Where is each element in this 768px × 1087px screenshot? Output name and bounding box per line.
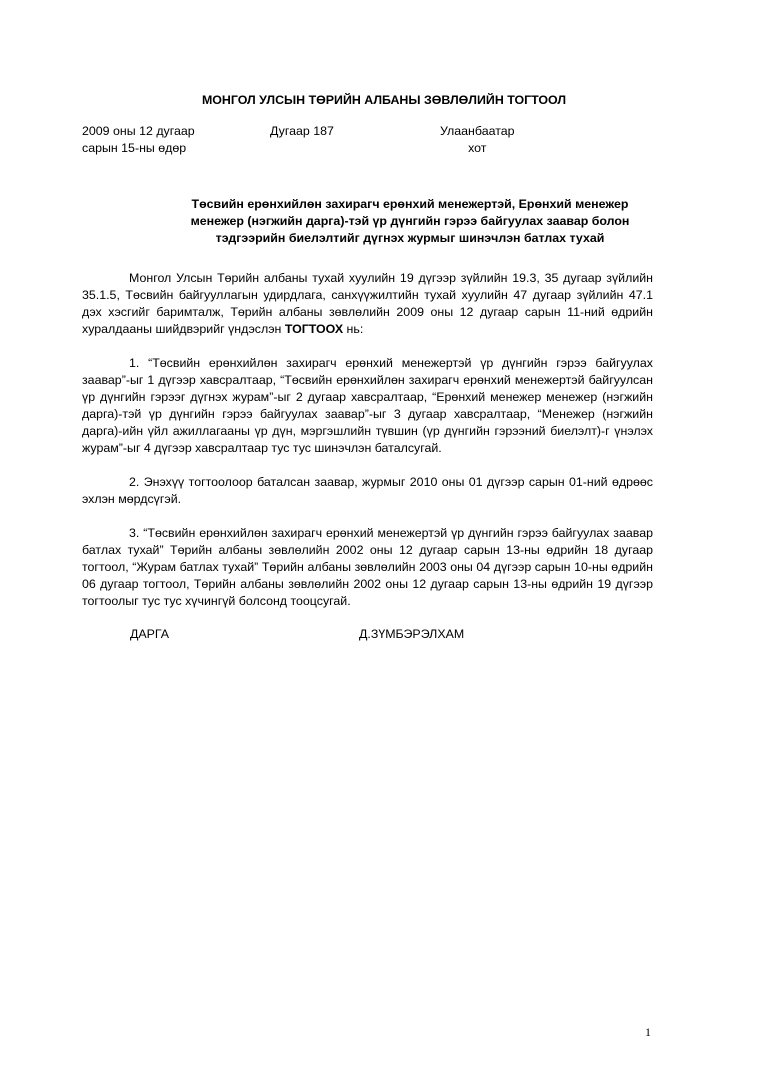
- preamble-text: Монгол Улсын Төрийн албаны тухай хуулийн 19 дүгээр зүйлийн 19.3, 35 дугаар зүйлийн 35.1.5, Төсвийн байгууллагын удирдлага, санхүүжилтийн тухай хуулийн 47 дугаар зүйлийн 47.1 дэх хэсгийг баримталж, Төрийн албаны зөвлөлийн 2009 оны 12 дугаар сарын 11-ний өдрийн хуралдааны шийдвэрийг үндэслэн: [82, 271, 653, 336]
- preamble-bold-word: ТОГТООХ: [284, 322, 344, 336]
- place-line-1: Улаанбаатар: [440, 124, 515, 138]
- signature-name: Д.ЗҮМБЭРЭЛХАМ: [359, 627, 465, 641]
- date-line-2: сарын 15-ны өдөр: [82, 141, 187, 155]
- subject-line-3: тэдгээрийн биелэлтийг дүгнэх журмыг шинэчлэн батлах тухай: [215, 231, 605, 245]
- subject-line-2: менежер (нэгжийн дарга)-тэй үр дүнгийн гэрээ байгуулах заавар болон: [190, 214, 630, 228]
- signature-position: ДАРГА: [130, 627, 170, 641]
- item-paragraph: 1. “Төсвийн ерөнхийлөн захирагч ерөнхий менежертэй үр дүнгийн гэрээ байгуулах заавар”-ыг 1 дүгээр хавсралтаар, “Төсвийн ерөнхийлөн захирагч ерөнхий менежертэй байгуулсан үр дүнгийн гэрээг дүгнэх журам”-ыг 2 дугаар хавсралтаар, “Ерөнхий менежер менежер (нэгжийн дарга)-тэй үр дүнгийн гэрээ байгуулах заавар”-ыг 3 дугаар хавсралтаар, “Менежер (нэгжийн дарга)-ийн үйл ажиллагааны үр дүн, мэргэшлийн түвшин (үр дүнгийн гэрээний биелэлт)-г үнэлэх журам”-ыг 4 дүгээр хавсралтаар тус тус шинэчлэн баталсугай.: [82, 356, 653, 455]
- document-body: [82, 270, 653, 627]
- document-subject: [150, 196, 670, 247]
- document-place: [440, 123, 515, 157]
- place-line-2: хот: [468, 141, 487, 155]
- item-paragraph: 2. Энэхүү тогтоолоор баталсан заавар, журмыг 2010 оны 01 дүгээр сарын 01-ний өдрөөс эхлэн мөрдсүгэй.: [82, 475, 653, 506]
- page-number: 1: [645, 1025, 651, 1039]
- date-line-1: 2009 оны 12 дугаар: [82, 124, 195, 138]
- item-paragraph: 3. “Төсвийн ерөнхийлөн захирагч ерөнхий менежертэй үр дүнгийн гэрээ байгуулах заавар батлах тухай” Төрийн албаны зөвлөлийн 2002 оны 12 дугаар сарын 13-ны өдрийн 18 дугаар тогтоол, “Журам батлах тухай” Төрийн албаны зөвлөлийн 2003 оны 04 дүгээр сарын 10-ны өдрийн 06 дугаар тогтоол, Төрийн албаны зөвлөлийн 2002 оны 12 дугаар сарын 13-ны өдрийн 19 дүгээр тогтоолыг тус тус хүчингүй болсонд тооцсугай.: [82, 526, 653, 608]
- document-date: [82, 123, 195, 157]
- document-number: [270, 123, 334, 140]
- subject-line-1: Төсвийн ерөнхийлөн захирагч ерөнхий менежертэй, Ерөнхий менежер: [191, 197, 629, 211]
- document-title: МОНГОЛ УЛСЫН ТӨРИЙН АЛБАНЫ ЗӨВЛӨЛИЙН ТОГТООЛ: [201, 93, 567, 107]
- preamble-tail: нь:: [343, 322, 364, 336]
- preamble-paragraph: [82, 270, 653, 338]
- number-line: Дугаар 187: [270, 124, 334, 138]
